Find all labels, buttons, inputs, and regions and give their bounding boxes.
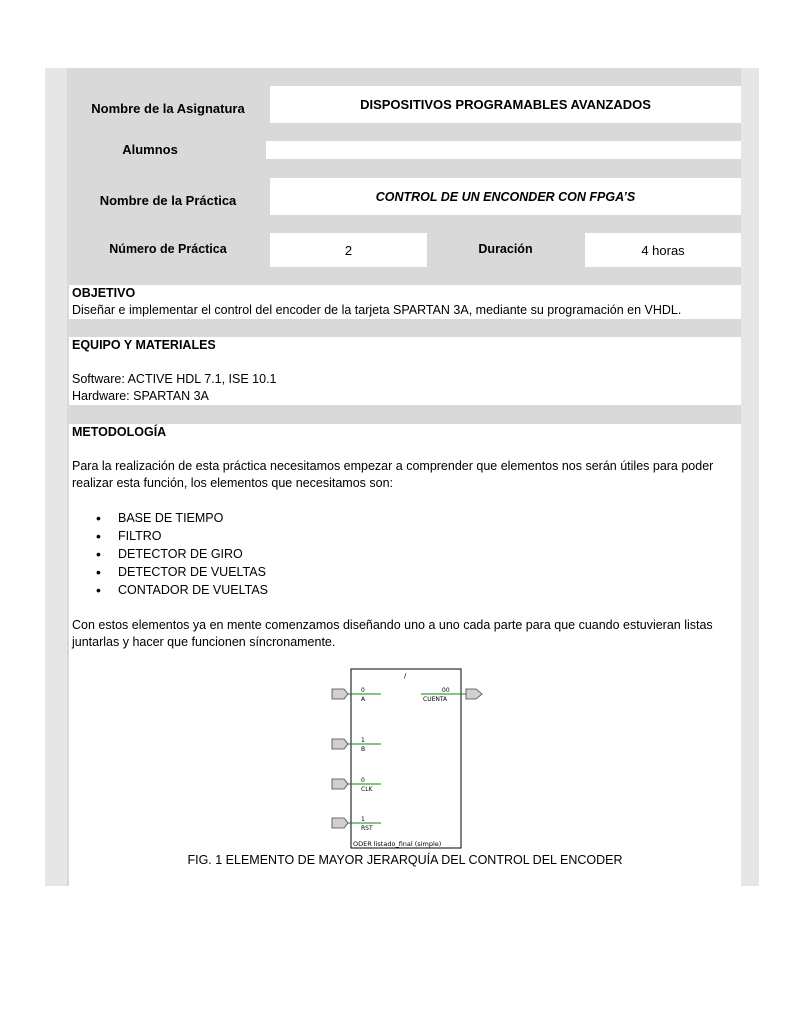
equipment-software: Software: ACTIVE HDL 7.1, ISE 10.1 <box>72 372 277 386</box>
elements-list <box>69 510 741 600</box>
practice-label: Nombre de la Práctica <box>99 193 237 208</box>
list-item: • FILTRO <box>69 528 741 546</box>
port-cuenta-name: CUENTA <box>423 696 448 703</box>
port-a-name: A <box>361 696 366 703</box>
figure-caption: FIG. 1 ELEMENTO DE MAYOR JERARQUÍA DEL CONTROL DEL ENCODER <box>187 853 623 867</box>
objective-title: OBJETIVO <box>72 286 136 300</box>
number-label: Número de Práctica <box>109 242 227 256</box>
port-rst-value: 1 <box>361 816 365 823</box>
subject-value: DISPOSITIVOS PROGRAMABLES AVANZADOS <box>360 97 651 112</box>
duration-label: Duración <box>478 242 533 256</box>
objective-text: Diseñar e implementar el control del encoder de la tarjeta SPARTAN 3A, mediante su programación en VHDL. <box>72 303 682 317</box>
objective-section <box>69 285 741 319</box>
right-stripe <box>741 68 759 886</box>
equipment-section <box>69 337 741 405</box>
subject-cell <box>270 86 741 123</box>
port-rst-name: RST <box>361 825 373 832</box>
number-cell <box>270 233 427 267</box>
practice-value: CONTROL DE UN ENCONDER CON FPGA’S <box>375 189 636 204</box>
list-item: • CONTADOR DE VUELTAS <box>69 582 741 600</box>
duration-cell <box>585 233 741 267</box>
list-item: • DETECTOR DE GIRO <box>69 546 741 564</box>
methodology-intro-line-1: Para la realización de esta práctica necesitamos empezar a comprender que elementos nos serán útiles para poder <box>72 459 714 473</box>
left-stripe <box>45 68 67 886</box>
methodology-outro-line-2: juntarlas y hacer que funcionen síncronamente. <box>72 635 336 649</box>
port-b-value: 1 <box>361 737 365 744</box>
port-b-name: B <box>361 746 366 753</box>
methodology-outro-line-1: Con estos elementos ya en mente comenzamos diseñando uno a uno cada parte para que cuando estuvieran listas <box>72 618 713 632</box>
encoder-block-diagram <box>326 666 486 850</box>
block-top-label: / <box>404 672 407 680</box>
list-item: • BASE DE TIEMPO <box>69 510 741 528</box>
students-label: Alumnos <box>122 142 178 157</box>
methodology-intro-line-2: realizar esta función, los elementos que necesitamos son: <box>72 476 394 490</box>
port-clk-name: CLK <box>361 786 373 793</box>
duration-value: 4 horas <box>641 242 685 258</box>
methodology-title: METODOLOGÍA <box>72 425 167 439</box>
practice-cell <box>270 178 741 215</box>
block-caption: ODER listado_final (simple) <box>353 840 442 848</box>
students-field[interactable] <box>266 141 741 159</box>
equipment-hardware: Hardware: SPARTAN 3A <box>72 389 209 403</box>
equipment-title: EQUIPO Y MATERIALES <box>72 338 216 352</box>
subject-label: Nombre de la Asignatura <box>91 101 245 116</box>
number-value: 2 <box>344 242 353 258</box>
list-item: • DETECTOR DE VUELTAS <box>69 564 741 582</box>
port-a-value: 0 <box>361 687 365 694</box>
port-cuenta-value: 00 <box>442 687 450 694</box>
port-clk-value: 0 <box>361 777 365 784</box>
